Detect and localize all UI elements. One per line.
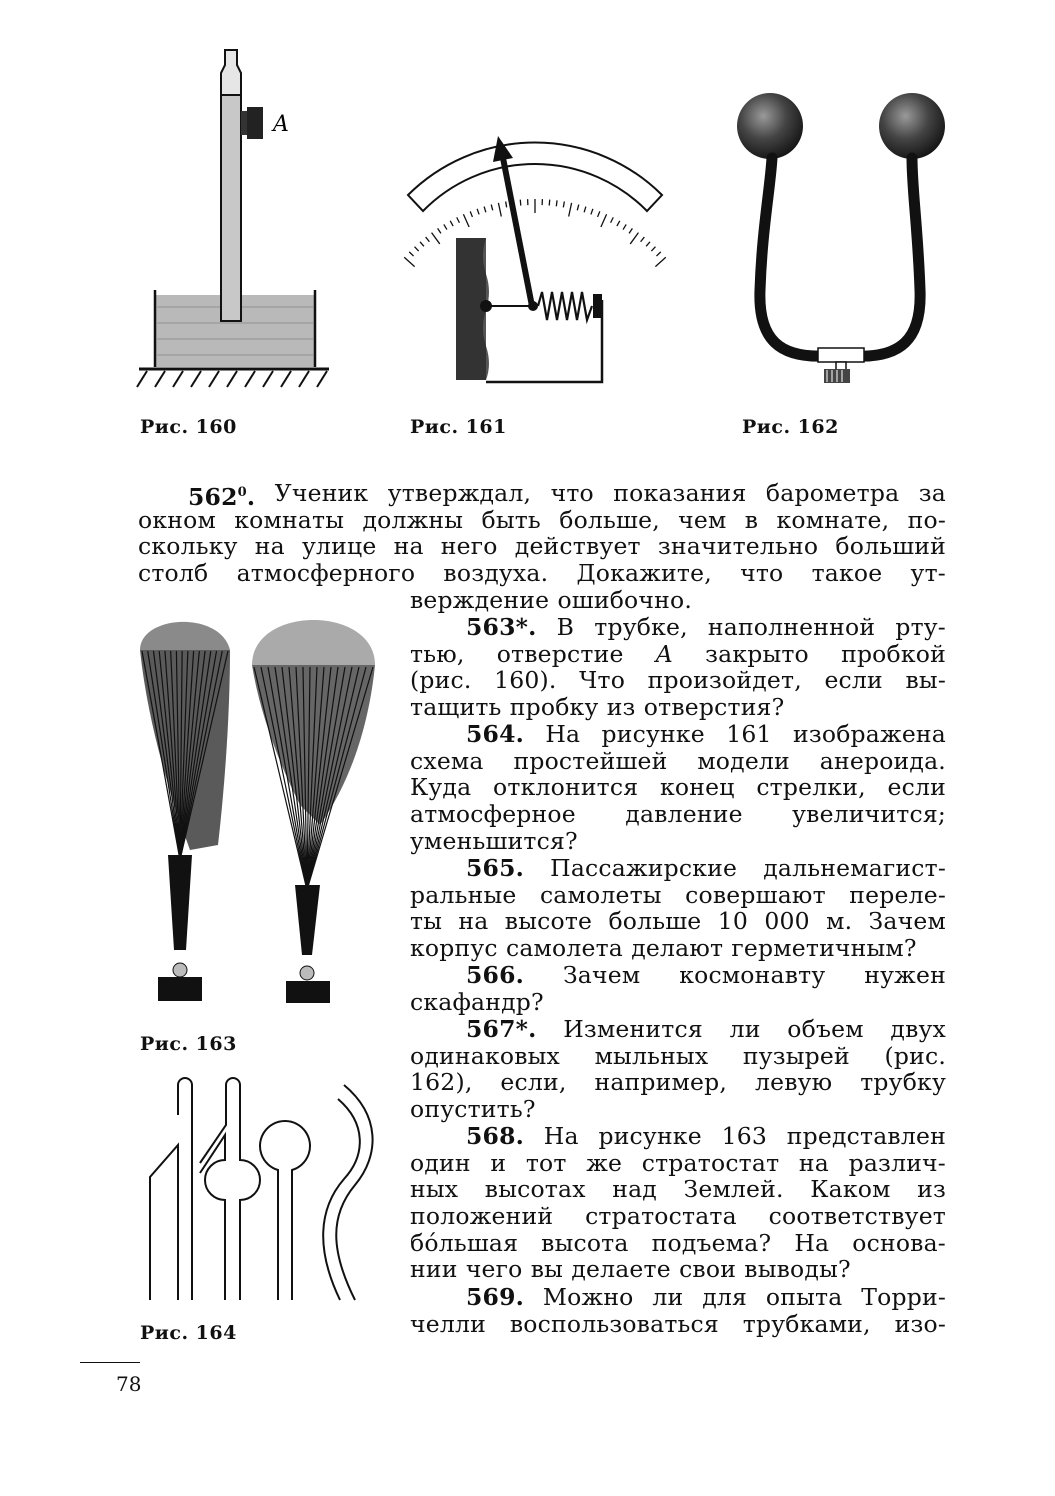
stratostat-high: [252, 620, 375, 1003]
figure-163-stratostat: [130, 615, 390, 1015]
text-line: 567*. Изменится ли объем двух: [466, 1015, 946, 1043]
text-line: скафандр?: [410, 987, 544, 1016]
text-line: один и тот же стратостат на различ-: [410, 1148, 946, 1177]
text-line: челли воспользоваться трубками, изо-: [410, 1309, 946, 1338]
text-line: $562^0$. Ученик утверждал, что показания барометра за: [188, 479, 946, 511]
text-line: тащить пробку из отверстия?: [410, 693, 785, 722]
problem-3: [410, 721, 946, 854]
problem-8: [410, 1284, 946, 1337]
page-number: 78: [116, 1372, 142, 1396]
text-line: верждение ошибочно.: [410, 586, 693, 614]
text-line: 566. Зачем космонавту нужен: [466, 961, 946, 989]
text-line: 563*. В трубке, наполненной рту-: [466, 613, 946, 641]
text-line: схема простейшей модели анероида.: [410, 746, 946, 775]
problem-2: [410, 614, 946, 721]
fig160-label-a: A: [273, 112, 289, 137]
text-line: ты на высоте больше 10 000 м. Зачем: [410, 907, 946, 936]
problem-7: [410, 1123, 946, 1283]
text-line: одинаковых мыльных пузырей (рис.: [410, 1041, 946, 1070]
text-line: корпус самолета делают герметичным?: [410, 934, 917, 963]
text-line: ральные самолеты совершают переле-: [410, 880, 946, 909]
text-line: уменьшится?: [410, 826, 578, 855]
text-line: положений стратостата соответствует: [410, 1202, 946, 1231]
text-line: бо́льшая высота подъема? На основа-: [410, 1228, 946, 1257]
text-line: ных высотах над Землей. Каком из: [410, 1175, 946, 1204]
text-line: атмосферное давление увеличится;: [410, 800, 946, 829]
caption-fig-161: Рис. 161: [410, 416, 507, 438]
footer-rule: [80, 1362, 140, 1363]
text-line: 162), если, например, левую трубку: [410, 1068, 946, 1097]
text-line: 569. Можно ли для опыта Торри-: [466, 1283, 946, 1311]
stratostat-low: [140, 622, 230, 1001]
figure-160-tube-in-mercury: [135, 45, 335, 395]
caption-fig-160: Рис. 160: [140, 416, 237, 438]
figure-164-tubes-of-various-shape: [130, 1075, 390, 1315]
problem-1: [410, 587, 718, 614]
text-line: тью, отверстие A закрыто пробкой: [410, 639, 946, 668]
figure-161-aneroid-model: [400, 110, 670, 395]
text-line: Куда отклонится конец стрелки, если: [410, 773, 946, 802]
figure-162-soap-bubbles-tubes: [730, 90, 950, 390]
text-line: (рис. 160). Что произойдет, если вы-: [410, 666, 946, 695]
text-line: 565. Пассажирские дальнемагист-: [466, 854, 946, 882]
text-line: нии чего вы делаете свои выводы?: [410, 1255, 851, 1284]
problem-4: [410, 855, 946, 962]
caption-fig-162: Рис. 162: [742, 416, 839, 438]
problem-5: [410, 962, 946, 1015]
caption-fig-164: Рис. 164: [140, 1322, 237, 1344]
caption-fig-163: Рис. 163: [140, 1033, 237, 1055]
problem-0: [138, 480, 946, 587]
text-line: 568. На рисунке 163 представлен: [466, 1122, 946, 1150]
text-line: столб атмосферного воздуха. Докажите, что такое ут-: [138, 559, 946, 588]
text-line: окном комнаты должны быть больше, чем в комнате, по-: [138, 505, 946, 534]
text-line: опустить?: [410, 1095, 536, 1124]
problem-6: [410, 1016, 946, 1123]
text-line: 564. На рисунке 161 изображена: [466, 720, 946, 748]
text-line: скольку на улице на него действует значительно больший: [138, 532, 946, 561]
